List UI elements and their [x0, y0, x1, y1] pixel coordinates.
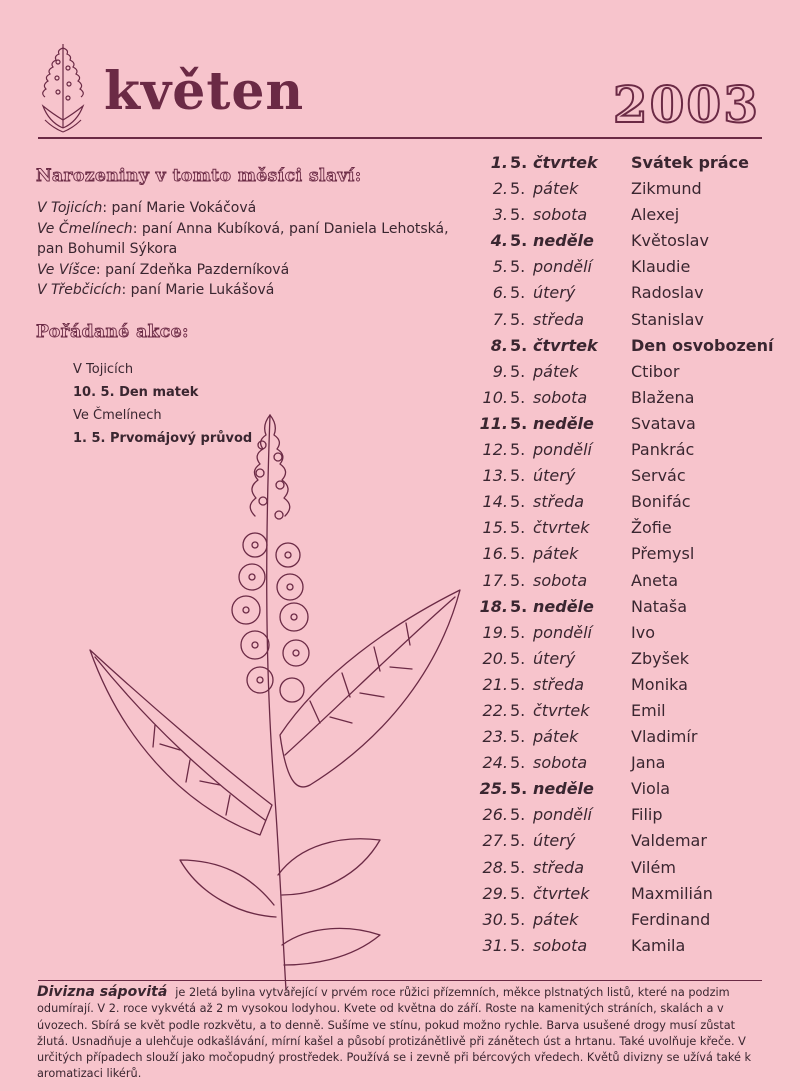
name-day: Valdemar — [631, 831, 707, 851]
calendar-row — [470, 750, 780, 776]
weekday: pondělí — [533, 805, 592, 825]
calendar-row — [470, 307, 780, 333]
month-number: 5. — [510, 440, 526, 460]
calendar-row — [470, 437, 780, 463]
month-number: 5. — [510, 622, 526, 642]
name-day: Vilém — [631, 857, 676, 877]
weekday: pátek — [533, 179, 579, 199]
name-day: Klaudie — [631, 257, 691, 277]
name-day: Svátek práce — [631, 153, 749, 172]
event-item: 10. 5. Den matek — [73, 385, 199, 400]
day-number: 7. — [492, 309, 508, 329]
weekday: čtvrtek — [533, 518, 590, 538]
calendar-row — [470, 150, 780, 176]
calendar-list — [470, 150, 780, 959]
month-number: 5. — [510, 335, 528, 355]
day-number: 19. — [482, 622, 508, 642]
name-day: Ctibor — [631, 361, 680, 381]
mullein-plant-illustration — [60, 405, 480, 990]
day-number: 4. — [490, 231, 508, 251]
month-number: 5. — [510, 857, 526, 877]
month-number: 5. — [510, 387, 526, 407]
month-number: 5. — [510, 309, 526, 329]
calendar-row — [470, 881, 780, 907]
name-day: Vladimír — [631, 727, 698, 747]
weekday: pondělí — [533, 622, 592, 642]
calendar-row — [470, 802, 780, 828]
month-number: 5. — [510, 492, 526, 512]
calendar-row — [470, 541, 780, 567]
calendar-row — [470, 698, 780, 724]
calendar-row — [470, 933, 780, 959]
weekday: čtvrtek — [533, 883, 590, 903]
calendar-row — [470, 907, 780, 933]
name-day: Ivo — [631, 622, 655, 642]
day-number: 27. — [482, 831, 508, 851]
calendar-row — [470, 620, 780, 646]
weekday: sobota — [533, 205, 588, 225]
name-day: Zbyšek — [631, 648, 690, 668]
weekday: úterý — [533, 648, 576, 668]
day-number: 10. — [482, 387, 508, 407]
calendar-row — [470, 568, 780, 594]
weekday: sobota — [533, 570, 588, 590]
calendar-row — [470, 672, 780, 698]
calendar-row — [470, 333, 780, 359]
event-item: 1. 5. Prvomájový průvod — [73, 431, 253, 446]
month-title: květen — [104, 61, 305, 122]
name-day: Radoslav — [631, 283, 704, 303]
birthday-place: Ve Čmelínech — [37, 220, 133, 237]
name-day: Přemysl — [631, 544, 695, 564]
name-day: Filip — [631, 805, 663, 825]
birthday-place: V Třebčicích — [37, 282, 122, 298]
weekday: sobota — [533, 753, 588, 773]
name-day: Jana — [631, 753, 666, 773]
weekday: neděle — [533, 779, 594, 799]
day-number: 20. — [482, 648, 508, 668]
month-number: 5. — [510, 674, 526, 694]
name-day: Svatava — [631, 413, 696, 433]
calendar-row — [470, 280, 780, 306]
day-number: 31. — [482, 935, 508, 955]
month-number: 5. — [510, 179, 526, 199]
birthday-place: V Tojicích — [37, 200, 103, 216]
weekday: pondělí — [533, 440, 592, 460]
calendar-row — [470, 646, 780, 672]
name-day: Zikmund — [631, 179, 702, 199]
calendar-row — [470, 463, 780, 489]
month-number: 5. — [510, 727, 526, 747]
name-day: Květoslav — [631, 231, 709, 251]
day-number: 9. — [492, 361, 508, 381]
birthday-names: : paní Marie Lukášová — [121, 282, 275, 298]
calendar-row — [470, 724, 780, 750]
weekday: středa — [533, 492, 584, 512]
month-number: 5. — [510, 153, 528, 172]
birthday-line — [37, 280, 467, 301]
weekday: úterý — [533, 831, 576, 851]
birthdays-list — [37, 198, 467, 301]
month-number: 5. — [510, 753, 526, 773]
plant-name: Divizna sápovitá — [37, 984, 168, 1000]
weekday: středa — [533, 857, 584, 877]
day-number: 17. — [482, 570, 508, 590]
weekday: pátek — [533, 727, 579, 747]
birthday-names: : paní Anna Kubíková, paní Daniela Lehotská, pan Bohumil Sýkora — [37, 220, 449, 257]
month-number: 5. — [510, 283, 526, 303]
day-number: 29. — [482, 883, 508, 903]
month-number: 5. — [510, 570, 526, 590]
weekday: středa — [533, 309, 584, 329]
weekday: středa — [533, 674, 584, 694]
day-number: 2. — [492, 179, 508, 199]
month-number: 5. — [510, 466, 526, 486]
day-number: 22. — [482, 700, 508, 720]
mullein-logo-icon — [38, 40, 88, 135]
name-day: Kamila — [631, 935, 686, 955]
weekday: sobota — [533, 387, 588, 407]
month-number: 5. — [510, 518, 526, 538]
name-day: Bonifác — [631, 492, 691, 512]
day-number: 23. — [482, 727, 508, 747]
day-number: 16. — [482, 544, 508, 564]
day-number: 15. — [482, 518, 508, 538]
name-day: Žofie — [631, 518, 672, 538]
day-number: 24. — [482, 753, 508, 773]
calendar-row — [470, 489, 780, 515]
month-number: 5. — [510, 544, 526, 564]
calendar-row — [470, 254, 780, 280]
calendar-row — [470, 385, 780, 411]
month-number: 5. — [510, 700, 526, 720]
plant-description — [37, 984, 763, 1083]
calendar-row — [470, 515, 780, 541]
calendar-row — [470, 202, 780, 228]
day-number: 6. — [492, 283, 508, 303]
month-number: 5. — [510, 909, 526, 929]
name-day: Nataša — [631, 596, 687, 616]
weekday: čtvrtek — [533, 153, 598, 172]
day-number: 12. — [482, 440, 508, 460]
month-number: 5. — [510, 257, 526, 277]
day-number: 26. — [482, 805, 508, 825]
day-number: 30. — [482, 909, 508, 929]
name-day: Aneta — [631, 570, 679, 590]
name-day: Emil — [631, 700, 666, 720]
calendar-row — [470, 828, 780, 854]
day-number: 8. — [490, 335, 508, 355]
birthday-line — [37, 219, 467, 260]
plant-description-text: je 2letá bylina vytvářející v prvém roce růžici přízemních, měkce plstnatých listů, které na podzim odumírají. V 2. roce vykvétá až 2 m vysokou lodyhou. Kvete od května do září. Roste na kamenitých stráních, skalách a v úvozech. Sbírá se květ podle rozkvětu, a to denně. Sušíme ve stínu, pokud možno rychle. Barva usušené drogy musí zůstat žlutá. Usnadňuje a ulehčuje odkašlávání, mírní kašel a působí protizánětlivě při zánětech úst a hrtanu. Také uvolňuje křeče. V určitých případech slouží jako močopudný prostředek. Používá se i zevně při bércových vředech. Květů divizny se užívá také k aromatizaci likérů. — [37, 986, 752, 1081]
day-number: 11. — [479, 413, 508, 433]
day-number: 18. — [479, 596, 508, 616]
birthday-line — [37, 198, 467, 219]
name-day: Stanislav — [631, 309, 704, 329]
birthday-place: Ve Víšce — [37, 261, 96, 278]
month-number: 5. — [510, 596, 528, 616]
month-number: 5. — [510, 779, 528, 799]
event-location: V Tojicích — [73, 362, 134, 377]
calendar-row — [470, 776, 780, 802]
calendar-row — [470, 411, 780, 437]
weekday: sobota — [533, 935, 588, 955]
calendar-row — [470, 228, 780, 254]
weekday: neděle — [533, 413, 594, 433]
calendar-row — [470, 594, 780, 620]
day-number: 21. — [482, 674, 508, 694]
birthday-names: : paní Zdeňka Pazderníková — [95, 261, 290, 278]
header-divider — [38, 137, 762, 139]
name-day: Pankrác — [631, 440, 695, 460]
weekday: čtvrtek — [533, 700, 590, 720]
events-heading: Pořádané akce: — [36, 322, 189, 342]
weekday: úterý — [533, 466, 576, 486]
weekday: pátek — [533, 361, 579, 381]
name-day: Viola — [631, 779, 671, 799]
name-day: Maxmilián — [631, 883, 713, 903]
weekday: neděle — [533, 231, 594, 251]
name-day: Blažena — [631, 387, 695, 407]
month-number: 5. — [510, 205, 526, 225]
calendar-row — [470, 855, 780, 881]
weekday: pátek — [533, 909, 579, 929]
footer-divider — [38, 980, 762, 981]
day-number: 14. — [482, 492, 508, 512]
calendar-row — [470, 176, 780, 202]
month-number: 5. — [510, 935, 526, 955]
month-number: 5. — [510, 831, 526, 851]
day-number: 28. — [482, 857, 508, 877]
birthdays-heading: Narozeniny v tomto měsíci slaví: — [36, 166, 362, 186]
day-number: 1. — [490, 153, 508, 172]
day-number: 13. — [482, 466, 508, 486]
day-number: 25. — [479, 779, 508, 799]
calendar-row — [470, 359, 780, 385]
month-number: 5. — [510, 361, 526, 381]
month-number: 5. — [510, 805, 526, 825]
weekday: pondělí — [533, 257, 592, 277]
weekday: čtvrtek — [533, 335, 598, 355]
weekday: pátek — [533, 544, 579, 564]
month-number: 5. — [510, 648, 526, 668]
name-day: Alexej — [631, 205, 680, 225]
weekday: neděle — [533, 596, 594, 616]
month-number: 5. — [510, 883, 526, 903]
weekday: úterý — [533, 283, 576, 303]
year-title: 2003 — [612, 75, 760, 134]
event-location: Ve Čmelínech — [73, 408, 162, 423]
name-day: Den osvobození — [631, 335, 774, 355]
month-number: 5. — [510, 231, 528, 251]
birthday-line — [37, 260, 467, 281]
name-day: Monika — [631, 674, 688, 694]
month-number: 5. — [510, 413, 528, 433]
name-day: Servác — [631, 466, 686, 486]
name-day: Ferdinand — [631, 909, 711, 929]
birthday-names: : paní Marie Vokáčová — [102, 200, 257, 216]
day-number: 3. — [492, 205, 508, 225]
day-number: 5. — [492, 257, 508, 277]
